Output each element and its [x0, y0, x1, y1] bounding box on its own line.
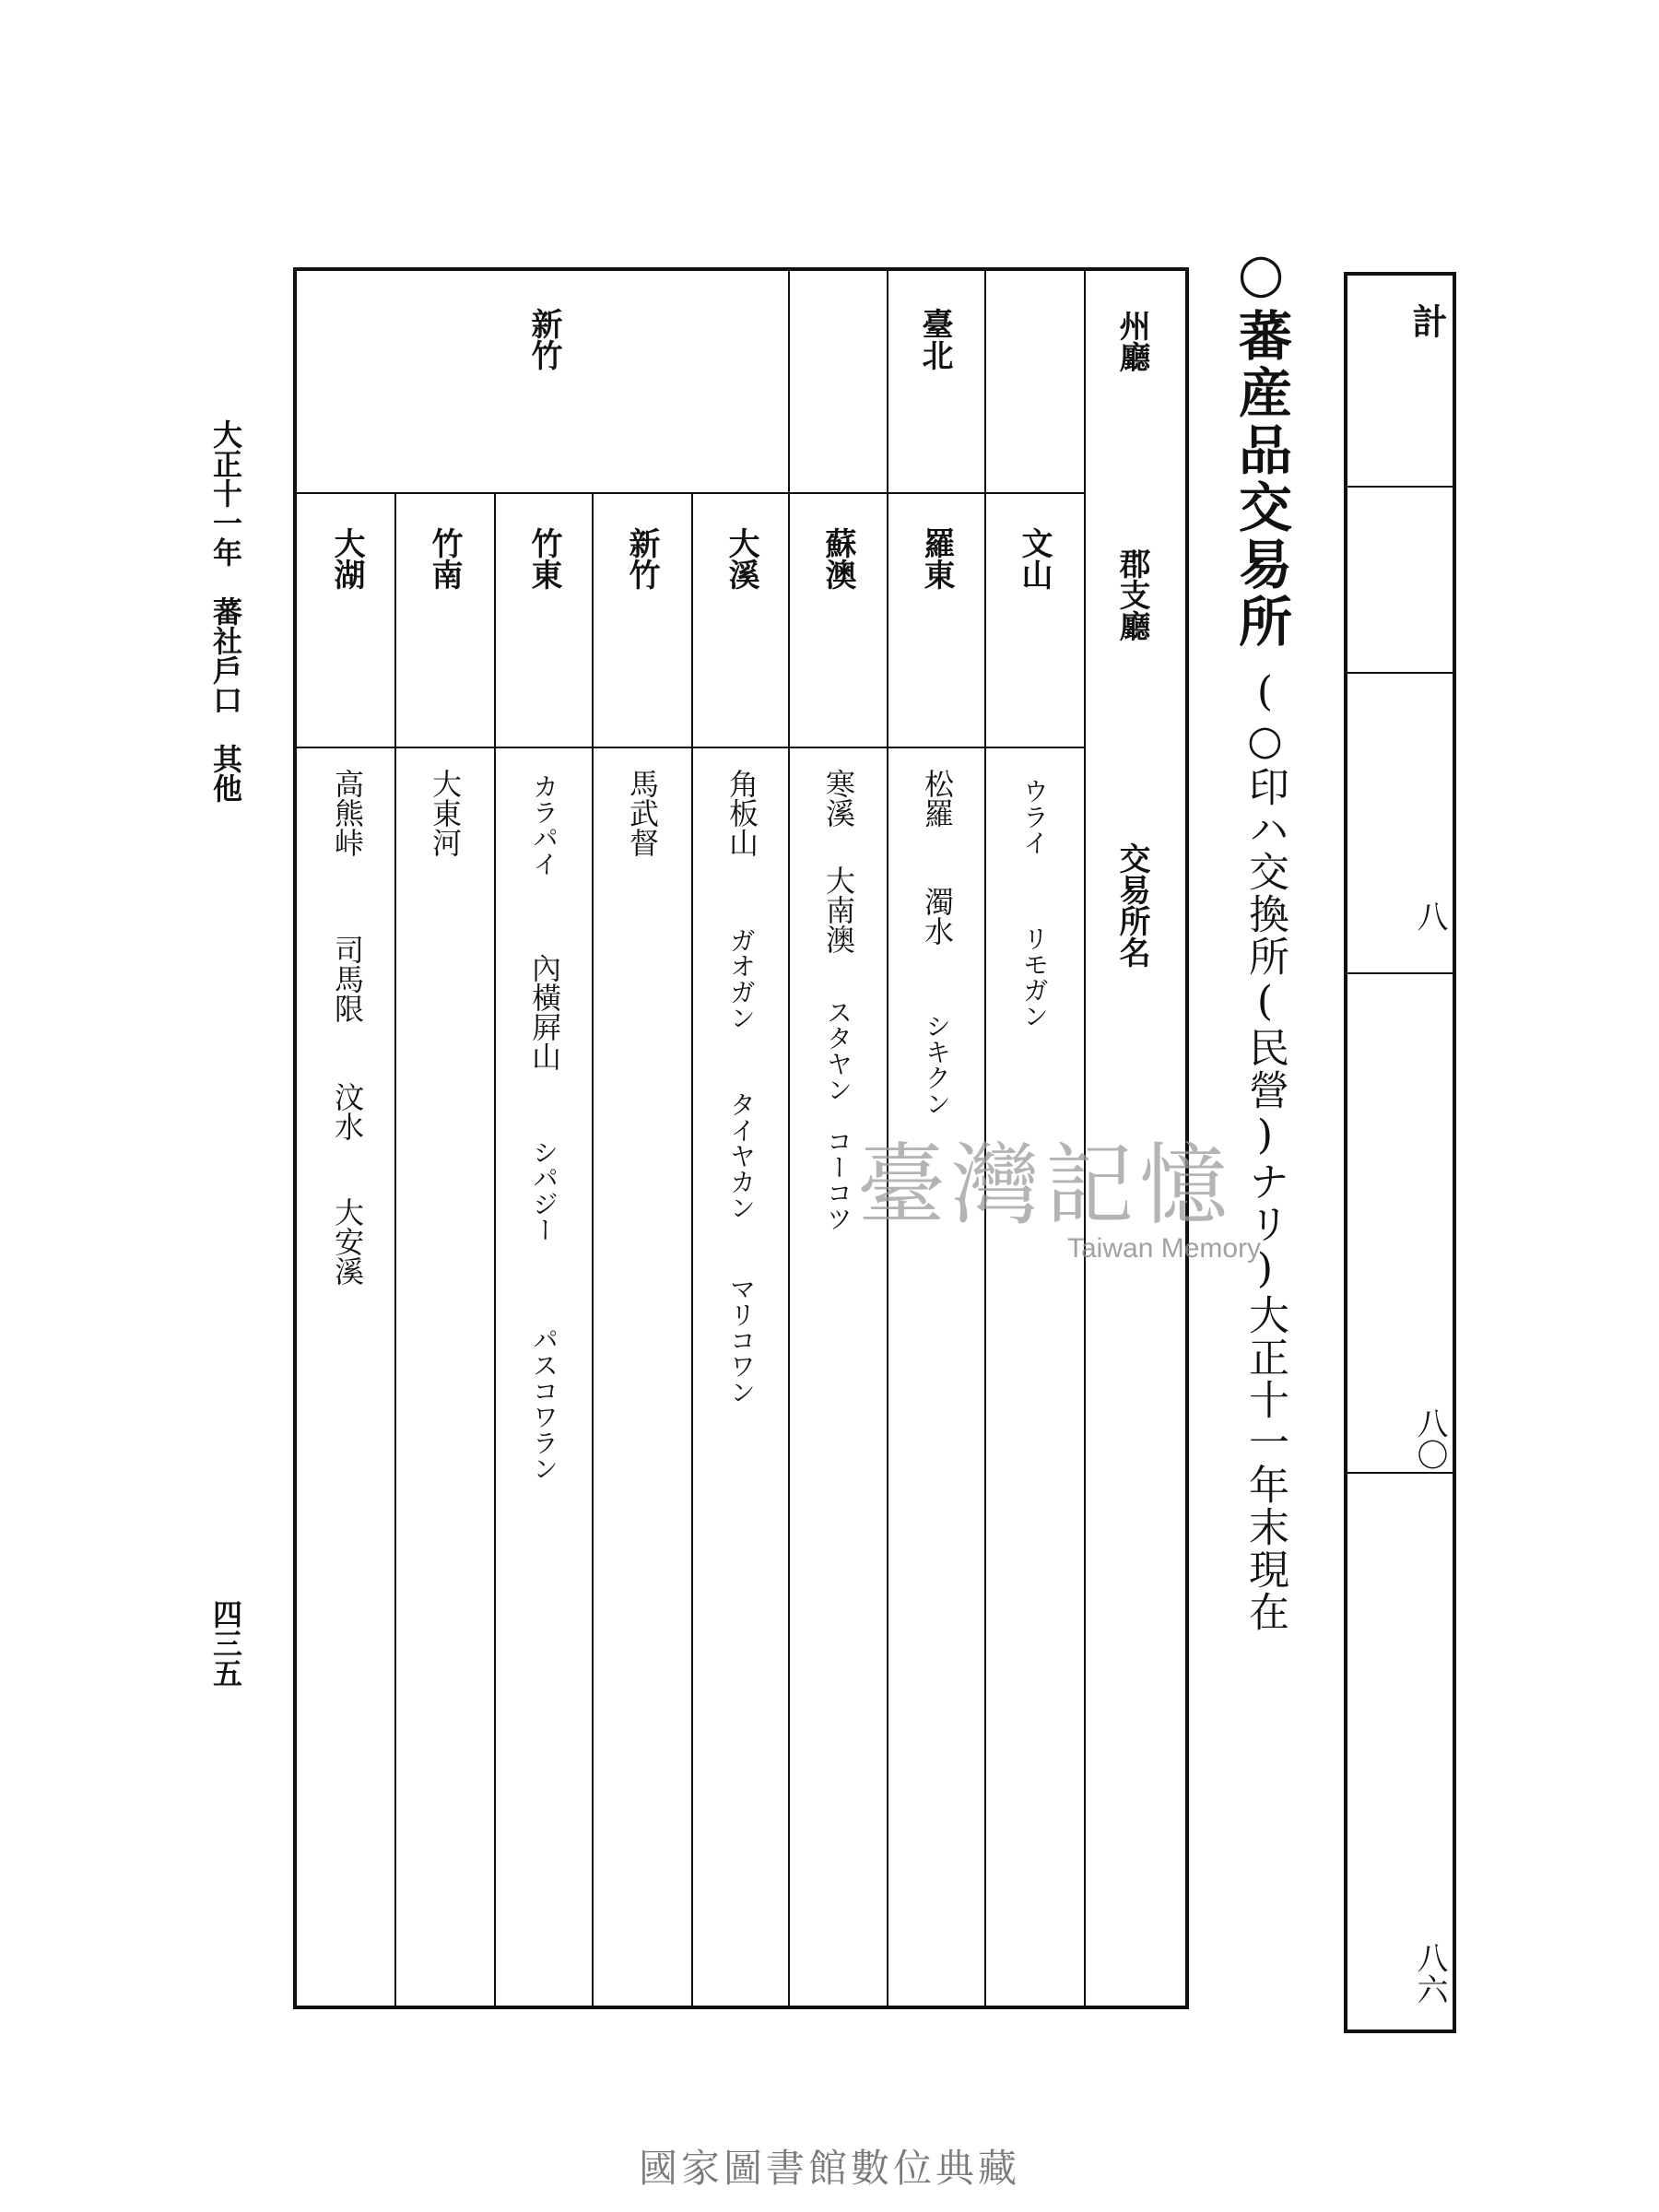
place-name: シパジー: [529, 1139, 559, 1242]
summary-divider: [1347, 1472, 1453, 1474]
place-name: シキクン: [922, 1013, 952, 1116]
place-name: 司馬限: [330, 935, 365, 1023]
column-divider: [592, 492, 594, 2006]
summary-value: 八: [1411, 900, 1448, 932]
header-prefecture: 州廳: [1113, 310, 1150, 372]
place-name: 大南澳: [821, 865, 856, 954]
district-label: 蘇澳: [819, 527, 856, 590]
row-divider: [297, 747, 1084, 748]
place-name: ガオガン: [726, 927, 757, 1030]
summary-header: 計: [1406, 303, 1448, 338]
place-name: 高熊峠: [330, 769, 365, 857]
district-label: 大溪: [723, 527, 759, 590]
column-divider: [494, 492, 496, 2006]
running-head: 大正十一年 蕃社戶口 其他: [208, 419, 243, 803]
place-name: スタヤン: [823, 999, 853, 1102]
place-name: 內橫屛山: [527, 953, 562, 1071]
summary-divider: [1347, 672, 1453, 674]
prefecture-label: 新竹: [525, 308, 562, 371]
district-label: 竹東: [525, 527, 562, 590]
summary-table: [1344, 272, 1456, 2033]
district-label: 竹南: [426, 527, 463, 590]
column-divider: [788, 271, 790, 2006]
place-name: 角板山: [724, 769, 759, 857]
place-name: 汶水: [330, 1082, 365, 1141]
page-number: 四三五: [208, 1599, 243, 1688]
place-name: マリコワン: [726, 1276, 757, 1405]
column-divider: [691, 492, 693, 2006]
column-divider: [394, 492, 396, 2006]
place-name: 馬武督: [625, 769, 660, 857]
summary-divider: [1347, 972, 1453, 974]
title-note: (○印ハ交換所(民營)ナリ)大正十一年末現在: [1241, 668, 1288, 1633]
summary-divider: [1347, 486, 1453, 488]
district-label: 文山: [1016, 527, 1053, 590]
district-label: 羅東: [918, 527, 955, 590]
summary-value: 八〇: [1411, 1407, 1448, 1470]
place-name: 松羅: [920, 769, 955, 828]
place-name: 大安溪: [330, 1197, 365, 1286]
district-label: 新竹: [623, 527, 660, 590]
header-names: 交易所名: [1113, 842, 1150, 968]
summary-value: 八六: [1411, 1942, 1448, 2005]
header-district: 郡支廳: [1113, 547, 1150, 641]
place-name: カラパイ: [529, 773, 559, 877]
district-label: 大湖: [328, 527, 365, 590]
footer-collection: 國家圖書館數位典藏: [638, 2146, 1020, 2191]
place-name: タイヤカン: [726, 1091, 757, 1220]
prefecture-label: 臺北: [916, 308, 953, 371]
place-name: 寒溪: [821, 769, 856, 828]
watermark-chinese: 臺灣記憶: [857, 1134, 1233, 1237]
place-name: ウライ: [1019, 778, 1050, 855]
place-name: 濁水: [920, 887, 955, 946]
place-name: リモガン: [1019, 925, 1050, 1029]
row-divider: [297, 492, 1084, 494]
place-name: コーコツ: [823, 1128, 853, 1231]
watermark-english: Taiwan Memory: [1067, 1233, 1262, 1264]
place-name: パスコワラン: [529, 1326, 559, 1481]
page-title: ○蕃産品交易所: [1230, 241, 1292, 651]
place-name: 大東河: [428, 769, 463, 857]
